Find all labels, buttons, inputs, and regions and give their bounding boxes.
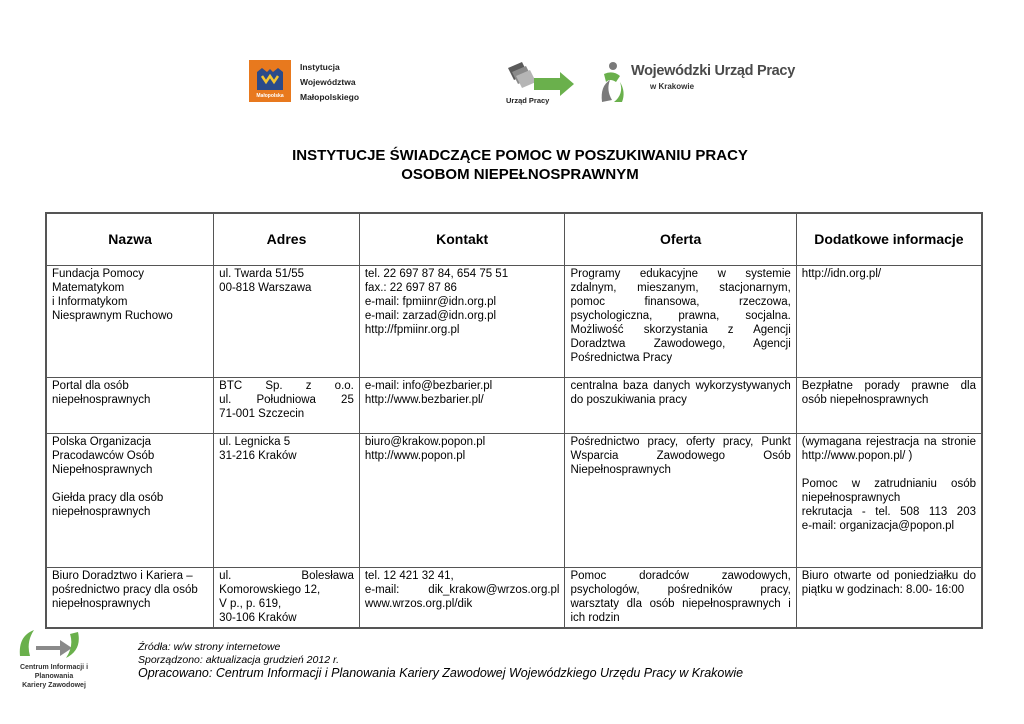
cell-adres: ul. Twarda 51/55 00-818 Warszawa [214,265,360,377]
cell-kontakt: tel. 22 697 87 84, 654 75 51 fax.: 22 697 87 86 e-mail: fpmiinr@idn.org.pl e-mail: zarzad@idn.org.pl http://fpmiinr.org.pl [359,265,565,377]
footer-source: Źródła: w/w strony internetowe [138,641,281,653]
institution-name: Instytucja Województwa Małopolskiego [300,62,360,102]
wup-figure-icon [598,60,628,104]
website-link[interactable]: http://idn.org.pl/ [801,267,882,280]
wup-subtitle: w Krakowie [650,82,695,91]
column-header-adres: Adres [214,213,360,265]
cell-adres: ul. Legnicka 5 31-216 Kraków [214,433,360,567]
cell-dodatkowe: (wymagana rejestracja na stronie http://www.popon.pl/ ) Pomoc w zatrudnianiu osób niepełnosprawnych rekrutacja - tel. 508 113 203 e-mail: organizacja@popon.pl [796,433,982,567]
column-header-nazwa: Nazwa [46,213,214,265]
website-link[interactable]: http://fpmiinr.org.pl [364,323,460,336]
cell-oferta: centralna baza danych wykorzystywanych do poszukiwania pracy [565,377,796,433]
cell-nazwa: Portal dla osób niepełnosprawnych [46,377,214,433]
email-link[interactable]: e-mail: dik_krakow@wrzos.org.pl [364,583,560,596]
table-row [46,567,982,628]
email-link[interactable]: e-mail: info@bezbarier.pl [364,379,493,392]
cell-adres: ul. Bolesława Komorowskiego 12, V p., p. 619, 30-106 Kraków [214,567,360,628]
email-link[interactable]: biuro@krakow.popon.pl [364,435,486,448]
ciz-logo [16,626,82,662]
cell-oferta: Pośrednictwo pracy, oferty pracy, Punkt Wsparcia Zawodowego Osób Niepełnosprawnych [565,433,796,567]
column-header-kontakt: Kontakt [359,213,565,265]
cell-nazwa: Fundacja Pomocy Matematykom i Informatykom Niesprawnym Ruchowo [46,265,214,377]
table-row [46,265,982,377]
cell-dodatkowe: Biuro otwarte od poniedziałku do piątku w godzinach: 8.00- 16:00 [796,567,982,628]
cell-dodatkowe: Bezpłatne porady prawne dla osób niepełnosprawnych [796,377,982,433]
cell-nazwa: Biuro Doradztwo i Kariera – pośrednictwo pracy dla osób niepełnosprawnych [46,567,214,628]
table-header-row [46,213,982,265]
ciz-logo-text: Centrum Informacji i Planowania Kariery Zawodowej [19,664,89,689]
cell-dodatkowe [796,265,982,377]
cell-kontakt: tel. 12 421 32 41, e-mail: dik_krakow@wrzos.org.pl www.wrzos.org.pl/dik [359,567,565,628]
table-row [46,433,982,567]
cell-nazwa: Polska Organizacja Pracodawców Osób Niepełnosprawnych Giełda pracy dla osób niepełnosprawnych [46,433,214,567]
malopolska-logo-caption: Małopolska [256,93,284,99]
column-header-oferta: Oferta [565,213,796,265]
institutions-table [45,212,983,629]
website-link[interactable]: http://www.bezbarier.pl/ [364,393,484,406]
email-link[interactable]: e-mail: fpmiinr@idn.org.pl [364,295,497,308]
page-title: INSTYTUCJE ŚWIADCZĄCE POMOC W POSZUKIWANIU PRACY [292,147,748,164]
urzad-pracy-label: Urząd Pracy [506,96,550,105]
wup-title: Wojewódzki Urząd Pracy [631,63,795,79]
website-link[interactable]: www.wrzos.org.pl/dik [364,597,473,610]
column-header-dodatkowe: Dodatkowe informacje [796,213,982,265]
cell-oferta: Pomoc doradców zawodowych, psychologów, pośredników pracy, warsztaty dla osób niepełnosprawnych i ich rodzin [565,567,796,628]
cell-kontakt [359,433,565,567]
email-link[interactable]: e-mail: organizacja@popon.pl [801,519,955,532]
table-row [46,377,982,433]
footer-prepared: Sporządzono: aktualizacja grudzień 2012 r. [138,654,339,666]
page-title-line-2: OSOBOM NIEPEŁNOSPRAWNYM [401,166,639,183]
website-link[interactable]: http://www.popon.pl [364,449,466,462]
malopolska-logo [249,60,291,102]
cell-kontakt [359,377,565,433]
cell-oferta: Programy edukacyjne w systemie zdalnym, mieszanym, stacjonarnym, pomoc finansowa, rzeczowa, psychologiczna, prawna, socjalna. Możliwość skorzystania z Agencji Doradztwa Zawodowego, Agencji Pośrednictwa Pracy [565,265,796,377]
cell-adres: BTC Sp. z o.o. ul. Południowa 25 71-001 Szczecin [214,377,360,433]
footer-compiled: Opracowano: Centrum Informacji i Planowania Kariery Zawodowej Wojewódzkiego Urzędu Pracy w Krakowie [138,666,744,680]
email-link[interactable]: e-mail: zarzad@idn.org.pl [364,309,497,322]
